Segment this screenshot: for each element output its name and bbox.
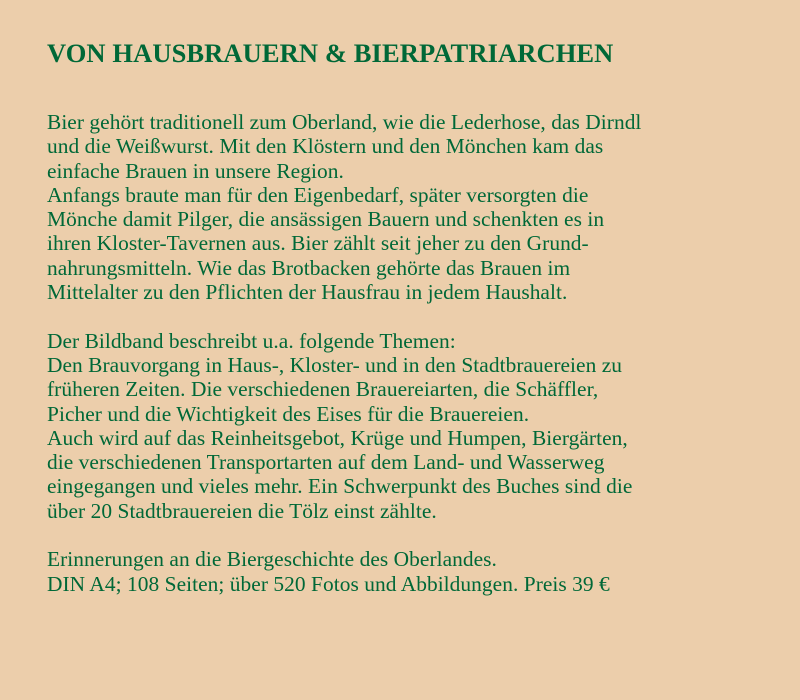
paragraph-spacer xyxy=(47,523,792,547)
text-line: Picher und die Wichtigkeit des Eises für die Brauereien. xyxy=(47,401,530,426)
text-line: früheren Zeiten. Die verschiedenen Brauereiarten, die Schäffler, xyxy=(47,377,599,402)
document-body xyxy=(47,110,792,596)
text-line: nahrungsmitteln. Wie das Brotbacken gehörte das Brauen im xyxy=(47,255,571,280)
price-line: DIN A4; 108 Seiten; über 520 Fotos und Abbildungen. Preis 39 € xyxy=(47,571,610,596)
page-title: VON HAUSBRAUERN & BIERPATRIARCHEN xyxy=(47,38,614,68)
text-line: die verschiedenen Transportarten auf dem Land- und Wasserweg xyxy=(47,450,605,475)
text-line: Anfangs braute man für den Eigenbedarf, später versorgten die xyxy=(47,182,589,207)
text-line: über 20 Stadtbrauereien die Tölz einst zählte. xyxy=(47,498,437,523)
text-line: einfache Brauen in unsere Region. xyxy=(47,158,344,183)
text-line: Den Brauvorgang in Haus-, Kloster- und in den Stadtbrauereien zu xyxy=(47,352,623,377)
paragraph-book-details xyxy=(47,547,792,596)
paragraph-spacer xyxy=(47,304,792,328)
text-line: Mönche damit Pilger, die ansässigen Bauern und schenkten es in xyxy=(47,207,605,232)
document-page xyxy=(47,34,792,596)
text-line: ihren Kloster-Tavernen aus. Bier zählt seit jeher zu den Grund- xyxy=(47,231,589,256)
paragraph-topics xyxy=(47,329,792,523)
text-line: Bier gehört traditionell zum Oberland, wie die Lederhose, das Dirndl xyxy=(47,110,642,134)
text-line: eingegangen und vieles mehr. Ein Schwerpunkt des Buches sind die xyxy=(47,474,633,499)
text-line: Erinnerungen an die Biergeschichte des Oberlandes. xyxy=(47,547,497,572)
text-line: Mittelalter zu den Pflichten der Hausfrau in jedem Haushalt. xyxy=(47,280,568,305)
text-line: Auch wird auf das Reinheitsgebot, Krüge und Humpen, Biergärten, xyxy=(47,425,628,450)
text-line: und die Weißwurst. Mit den Klöstern und den Mönchen kam das xyxy=(47,134,604,159)
text-line: Der Bildband beschreibt u.a. folgende Themen: xyxy=(47,328,456,353)
paragraph-history xyxy=(47,110,792,304)
